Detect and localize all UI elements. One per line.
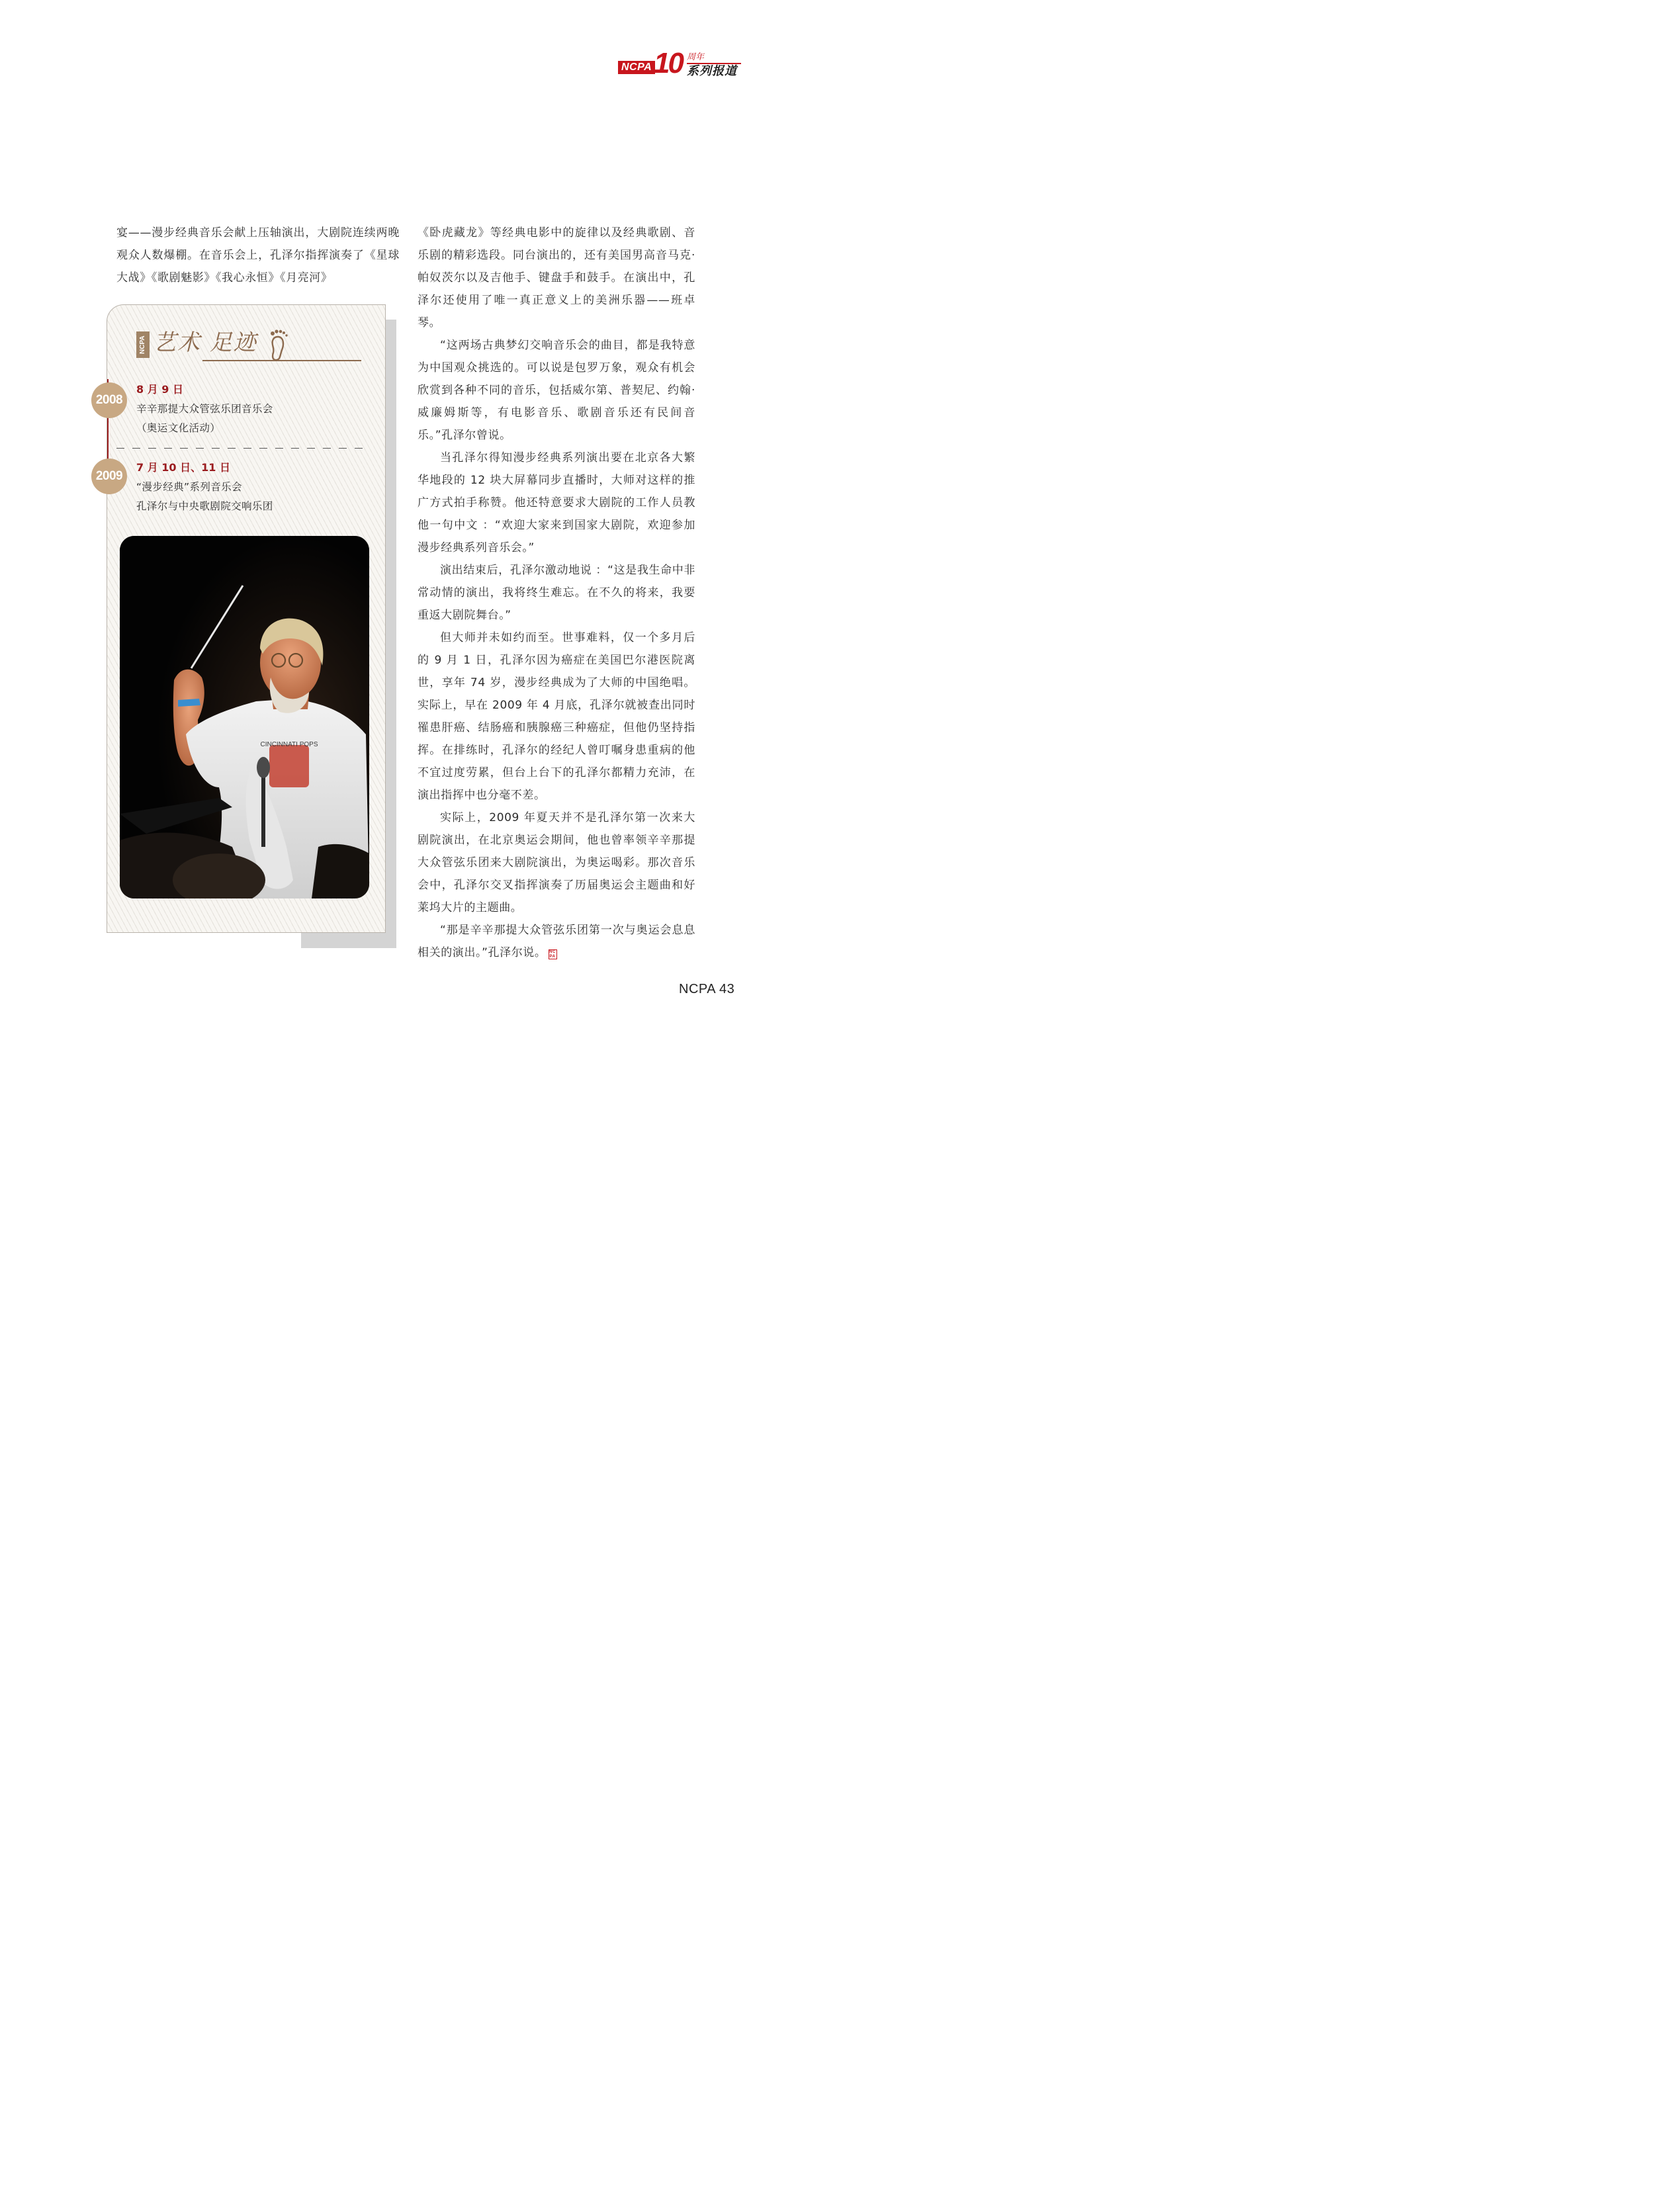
conductor-illustration <box>120 536 369 898</box>
sidebar-title: 艺术 足迹 <box>154 329 257 356</box>
timeline-line <box>107 415 109 452</box>
ncpa-logo-tag: NCPA <box>618 61 655 74</box>
magazine-name: NCPA <box>679 982 715 996</box>
event-note: 孔泽尔与中央歌剧院交响乐团 <box>136 500 273 512</box>
sidebar-ncpa-tag: NCPA <box>136 331 150 358</box>
art-footprints-sidebar <box>95 304 386 933</box>
right-column <box>418 222 695 964</box>
page-number: 43 <box>719 982 735 996</box>
footprint-icon <box>263 328 290 362</box>
anniversary-number: 10 <box>654 47 682 79</box>
year-badge-2008: 2008 <box>91 382 127 418</box>
paragraph: 当孔泽尔得知漫步经典系列演出要在北京各大繁华地段的 12 块大屏幕同步直播时，大师对这样的推广方式拍手称赞。他还特意要求大剧院的工作人员教他一句中文 ：“欢迎大家来到国家大剧院，欢迎参加漫步经典系列音乐会。” <box>418 451 695 554</box>
paragraph: “这两场古典梦幻交响音乐会的曲目，都是我特意为中国观众挑选的。可以说是包罗万象，观众有机会欣赏到各种不同的音乐，包括威尔第、普契尼、约翰·威廉姆斯等，有电影音乐、歌剧音乐还有民间音乐。”孔泽尔曾说。 <box>418 339 695 442</box>
paragraph: 实际上，2009 年夏天并不是孔泽尔第一次来大剧院演出，在北京奥运会期间，他也曾率领辛辛那提大众管弦乐团来大剧院演出，为奥运喝彩。那次音乐会中，孔泽尔交叉指挥演奏了历届奥运会主题曲和好莱坞大片的主题曲。 <box>418 811 695 914</box>
shirt-text: CINCINNATI POPS <box>260 741 318 748</box>
page-folio <box>679 982 734 997</box>
event-description: 辛辛那提大众管弦乐团音乐会 <box>136 403 273 415</box>
event-date: 8 月 9 日 <box>136 383 183 396</box>
left-paragraph: 宴——漫步经典音乐会献上压轴演出，大剧院连续两晚观众人数爆棚。在音乐会上，孔泽尔指挥演奏了《星球大战》《歌剧魅影》《我心永恒》《月亮河》 <box>116 226 400 284</box>
series-title: 系列报道 <box>687 64 737 78</box>
paragraph: 演出结束后，孔泽尔激动地说 ：“这是我生命中非常动情的演出，我将终生难忘。在不久的将来，我要重返大剧院舞台。” <box>418 564 695 622</box>
left-column <box>116 222 400 289</box>
sidebar-header <box>136 328 361 362</box>
paragraph: 《卧虎藏龙》等经典电影中的旋律以及经典歌剧、音乐剧的精彩选段。同台演出的，还有美国男高音马克·帕奴茨尔以及吉他手、键盘手和鼓手。在演出中，孔泽尔还使用了唯一真正意义上的美洲乐器——班卓琴。 <box>418 226 695 329</box>
event-date: 7 月 10 日、11 日 <box>136 461 230 474</box>
conductor-photo <box>120 536 369 898</box>
end-mark-icon: NC PA <box>549 950 556 959</box>
series-logo <box>618 47 744 79</box>
anniversary-label: 周年 <box>687 52 705 62</box>
timeline-separator <box>116 448 368 449</box>
sidebar-title-underline <box>202 360 361 361</box>
paragraph: 但大师并未如约而至。世事难料，仅一个多月后的 9 月 1 日，孔泽尔因为癌症在美国巴尔港医院离世，享年 74 岁，漫步经典成为了大师的中国绝唱。实际上，早在 2009 年 4 月底，孔泽尔就被查出同时罹患肝癌、结肠癌和胰腺癌三种癌症，但他仍坚持指挥。在排练时，孔泽尔的经纪人曾叮嘱身患重病的他不宜过度劳累，但台上台下的孔泽尔都精力充沛，在演出指挥中也分毫不差。 <box>418 631 695 802</box>
year-badge-2009: 2009 <box>91 459 127 494</box>
last-paragraph-text: “那是辛辛那提大众管弦乐团第一次与奥运会息息相关的演出。”孔泽尔说。 <box>418 924 695 959</box>
event-description: “漫步经典”系列音乐会 <box>136 481 242 493</box>
last-paragraph <box>418 919 695 964</box>
event-note: （奥运文化活动） <box>136 422 221 434</box>
